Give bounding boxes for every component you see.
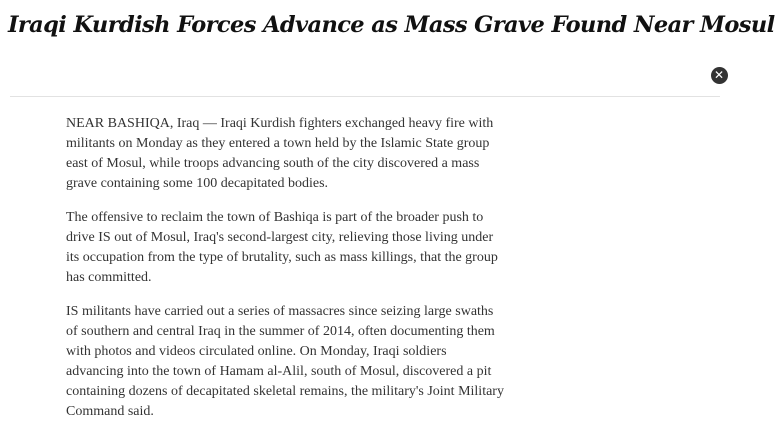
article-paragraph: IS militants have carried out a series of massacres since seizing large swaths of southern and central Iraq in the summer of 2014, often documenting them with photos and videos circulated online. On Monday, Iraqi soldiers advancing into the town of Hamam al-Alil, south of Mosul, discovered a pit containing dozens of decapitated skeletal remains, the military's Joint Military Command said.: [66, 304, 504, 419]
article-paragraph: NEAR BASHIQA, Iraq — Iraqi Kurdish fighters exchanged heavy fire with militants on Monday as they entered a town held by the Islamic State group east of Mosul, while troops advancing south of the city discovered a mass grave containing some 100 decapitated bodies.: [66, 116, 494, 191]
article-paragraph: The offensive to reclaim the town of Bashiqa is part of the broader push to drive IS out of Mosul, Iraq's second-largest city, relieving those living under its occupation from the type of brutality, such as mass killings, that the group has committed.: [66, 210, 498, 285]
article-headline: Iraqi Kurdish Forces Advance as Mass Grave Found Near Mosul: [8, 12, 775, 38]
close-circle-icon[interactable]: ✕: [711, 67, 728, 84]
header-divider: [10, 96, 720, 97]
article-body: [66, 114, 506, 436]
